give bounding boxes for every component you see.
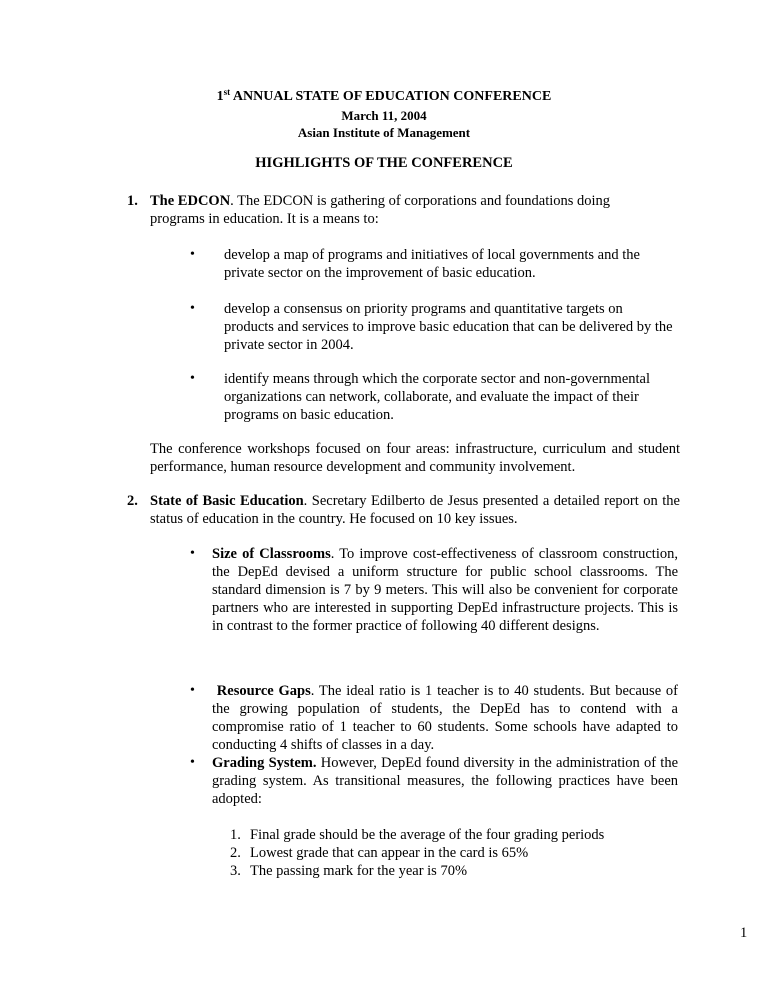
practice-number: 2.	[230, 845, 241, 861]
practice-item: Final grade should be the average of the four grading periods	[250, 827, 605, 843]
section-heading: The EDCON	[150, 193, 231, 209]
practice-number: 3.	[230, 863, 241, 879]
section-title: HIGHLIGHTS OF THE CONFERENCE	[255, 155, 513, 171]
conference-title: 1st ANNUAL STATE OF EDUCATION CONFERENCE	[216, 87, 552, 104]
list-item: develop a consensus on priority programs and quantitative targets on products and services to improve basic education that can be delivered by the private sector in 2004.	[224, 301, 673, 353]
conference-date: March 11, 2004	[341, 108, 427, 123]
list-item: develop a map of programs and initiatives of local governments and the private sector on the improvement of basic education.	[224, 247, 640, 281]
workshops-paragraph: The conference workshops focused on four areas: infrastructure, curriculum and student performance, human resource development and community involvement.	[150, 441, 680, 475]
section-1-intro: The EDCON. The EDCON is gathering of corporations and foundations doing programs in education. It is a means to:	[150, 193, 611, 227]
practice-item: The passing mark for the year is 70%	[250, 863, 468, 879]
list-item: identify means through which the corporate sector and non-governmental organizations can network, collaborate, and evaluate the impact of their programs on basic education.	[224, 371, 651, 423]
bullet-icon: •	[190, 301, 195, 316]
practice-item: Lowest grade that can appear in the card is 65%	[250, 845, 529, 861]
bullet-icon: •	[190, 247, 195, 262]
bullet-icon: •	[190, 755, 195, 770]
section-heading: State of Basic Education	[150, 493, 304, 509]
list-item: Size of Classrooms. To improve cost-effectiveness of classroom construction, the DepEd devised a uniform structure for public school classrooms. The standard dimension is 7 by 9 meters. This will also be convenient for corporate partners who are interested in supporting DepEd infrastructure projects. This is in contrast to the former practice of following 40 different designs.	[212, 546, 678, 634]
item-heading: Resource Gaps	[216, 683, 311, 699]
bullet-icon: •	[190, 546, 195, 561]
practice-number: 1.	[230, 827, 241, 843]
item-heading: Grading System.	[212, 755, 317, 771]
section-number: 2.	[127, 493, 138, 509]
page-number: 1	[740, 925, 748, 941]
conference-venue: Asian Institute of Management	[297, 125, 471, 140]
section-2-intro: State of Basic Education. Secretary Edilberto de Jesus presented a detailed report on the status of education in the country. He focused on 10 key issues.	[150, 493, 680, 527]
list-item: Grading System. However, DepEd found diversity in the administration of the grading system. As transitional measures, the following practices have been adopted:	[212, 755, 679, 807]
section-number: 1.	[127, 193, 138, 209]
list-item: Resource Gaps. The ideal ratio is 1 teacher is to 40 students. But because of the growing population of students, the DepEd has to contend with a compromise ratio of 1 teacher to 60 students. Some schools have adapted to conducting 4 shifts of classes in a day.	[212, 683, 679, 753]
item-heading: Size of Classrooms	[212, 546, 331, 562]
bullet-icon: •	[190, 371, 195, 386]
bullet-icon: •	[190, 683, 195, 698]
